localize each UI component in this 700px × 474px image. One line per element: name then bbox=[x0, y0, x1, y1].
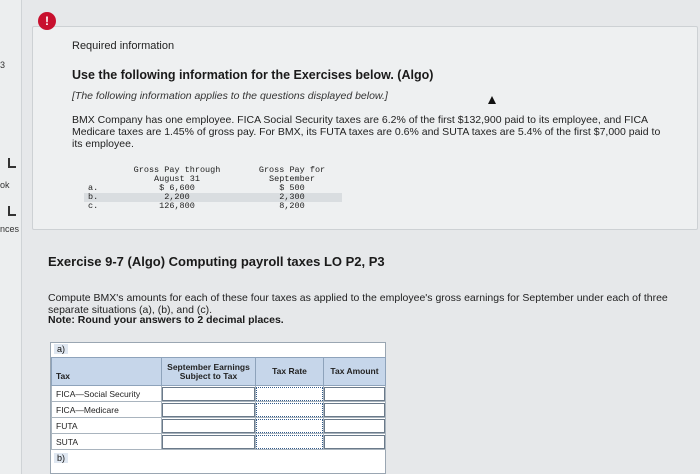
earnings-input[interactable] bbox=[162, 435, 255, 449]
table-row bbox=[52, 434, 386, 450]
tax-name: FUTA bbox=[52, 418, 162, 434]
rail-item-book[interactable]: ok bbox=[0, 180, 10, 190]
tax-rate-input[interactable] bbox=[256, 387, 323, 401]
tax-name: FICA—Social Security bbox=[52, 386, 162, 402]
table-row bbox=[52, 402, 386, 418]
sep-value: 2,300 bbox=[242, 193, 342, 202]
tax-rate-input[interactable] bbox=[256, 403, 323, 417]
alert-icon: ! bbox=[38, 12, 56, 30]
book-icon[interactable] bbox=[8, 158, 16, 168]
left-rail bbox=[0, 0, 22, 474]
col-header-sep-line2: September bbox=[269, 174, 315, 184]
earnings-input[interactable] bbox=[162, 387, 255, 401]
payroll-tax-table bbox=[51, 357, 386, 450]
tax-amount-input[interactable] bbox=[324, 435, 385, 449]
tax-amount-input[interactable] bbox=[324, 403, 385, 417]
row-label: a. bbox=[88, 183, 99, 193]
info-heading: Use the following information for the Exercises below. (Algo) bbox=[72, 68, 434, 82]
company-info-paragraph: BMX Company has one employee. FICA Social Security taxes are 6.2% of the first $132,900 paid to its employee, and FICA Medicare taxes are 1.45% of gross pay. For BMX, its FUTA taxes are 0.6% and SUTA taxes are 5.4% of the first $7,000 paid to its employee. bbox=[72, 114, 661, 150]
rate-cell[interactable] bbox=[256, 418, 324, 434]
col-header-aug-line2: August 31 bbox=[154, 174, 200, 184]
references-icon[interactable] bbox=[8, 206, 16, 216]
sep-value: 8,200 bbox=[279, 201, 305, 211]
aug-value: 2,200 bbox=[112, 193, 242, 202]
earnings-cell[interactable] bbox=[162, 402, 256, 418]
tax-rate-input[interactable] bbox=[256, 419, 323, 433]
exercise-instructions: Compute BMX's amounts for each of these four taxes as applied to the employee's gross earnings for September under each of three separate situations (a), (b), and (c). bbox=[48, 292, 668, 316]
col-header-aug-line1: Gross Pay through bbox=[133, 165, 221, 175]
row-label: b. bbox=[84, 193, 112, 202]
applies-note: [The following information applies to the questions displayed below.] bbox=[72, 90, 388, 102]
mouse-cursor-icon bbox=[488, 96, 496, 104]
part-b-label: b) bbox=[54, 453, 68, 463]
rate-cell[interactable] bbox=[256, 386, 324, 402]
tax-name: SUTA bbox=[52, 434, 162, 450]
amount-cell[interactable] bbox=[324, 418, 386, 434]
exercise-title: Exercise 9-7 (Algo) Computing payroll taxes LO P2, P3 bbox=[48, 254, 385, 269]
earnings-input[interactable] bbox=[162, 403, 255, 417]
header-tax: Tax bbox=[52, 358, 162, 386]
table-row bbox=[52, 418, 386, 434]
tax-amount-input[interactable] bbox=[324, 387, 385, 401]
amount-cell[interactable] bbox=[324, 386, 386, 402]
table-row bbox=[52, 386, 386, 402]
question-number[interactable]: 3 bbox=[0, 60, 6, 70]
earnings-cell[interactable] bbox=[162, 418, 256, 434]
gross-pay-table bbox=[84, 166, 342, 211]
amount-cell[interactable] bbox=[324, 402, 386, 418]
header-earnings: September Earnings Subject to Tax bbox=[162, 358, 256, 386]
row-label: c. bbox=[88, 201, 99, 211]
tax-amount-input[interactable] bbox=[324, 419, 385, 433]
aug-value: $ 6,600 bbox=[159, 183, 195, 193]
aug-value: 126,800 bbox=[159, 201, 195, 211]
earnings-cell[interactable] bbox=[162, 386, 256, 402]
rate-cell[interactable] bbox=[256, 434, 324, 450]
part-a-label: a) bbox=[54, 344, 68, 354]
earnings-cell[interactable] bbox=[162, 434, 256, 450]
amount-cell[interactable] bbox=[324, 434, 386, 450]
rail-item-references[interactable]: nces bbox=[0, 224, 20, 234]
sep-value: $ 500 bbox=[279, 183, 305, 193]
header-tax-amount: Tax Amount bbox=[324, 358, 386, 386]
header-tax-rate: Tax Rate bbox=[256, 358, 324, 386]
col-header-sep-line1: Gross Pay for bbox=[258, 165, 326, 175]
required-information-title: Required information bbox=[72, 40, 175, 52]
tax-rate-input[interactable] bbox=[256, 435, 323, 449]
tax-name: FICA—Medicare bbox=[52, 402, 162, 418]
earnings-input[interactable] bbox=[162, 419, 255, 433]
rounding-note: Note: Round your answers to 2 decimal places. bbox=[48, 314, 284, 326]
rate-cell[interactable] bbox=[256, 402, 324, 418]
